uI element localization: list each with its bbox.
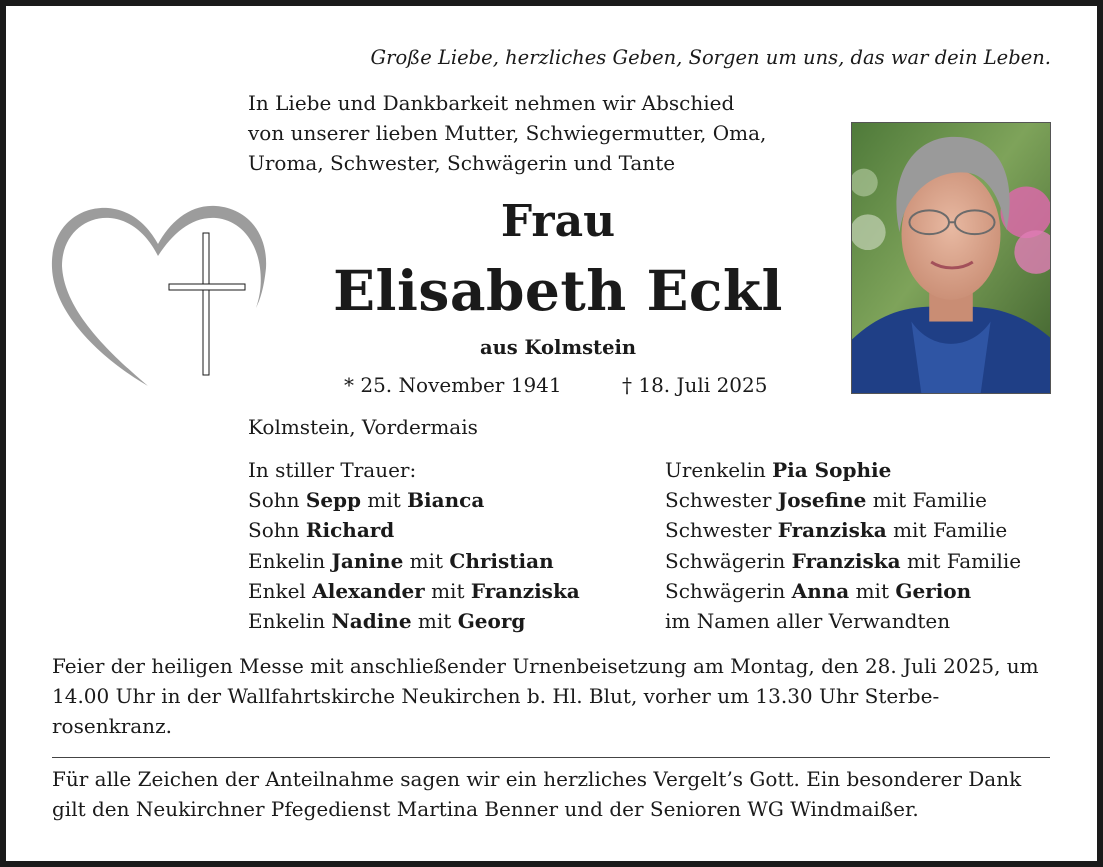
mourner-relation: im Namen aller Verwandten xyxy=(665,609,951,634)
mourner-relation: In stiller Trauer: xyxy=(248,458,417,482)
mourner-relation: mit xyxy=(424,578,471,603)
mourner-line xyxy=(248,515,580,545)
motto: Große Liebe, herzliches Geben, Sorgen um uns, das war dein Leben. xyxy=(370,46,1051,69)
deceased-name: Elisabeth Eckl xyxy=(333,258,783,323)
mourner-line xyxy=(665,455,1021,485)
mourner-relation: mit xyxy=(403,548,450,573)
mourner-relation: mit xyxy=(411,609,458,634)
mourner-name: Gerion xyxy=(895,578,972,603)
mourner-name: Anna xyxy=(791,578,850,603)
mourner-line xyxy=(665,576,1021,606)
mourner-relation: mit Familie xyxy=(900,548,1022,573)
divider xyxy=(52,757,1050,758)
mourner-relation: Sohn xyxy=(248,488,306,513)
mourner-line xyxy=(665,606,1021,636)
mourner-line xyxy=(248,576,580,606)
mourner-line xyxy=(665,546,1021,576)
mourner-relation: Enkel xyxy=(248,578,313,603)
residence: Kolmstein, Vordermais xyxy=(248,415,478,439)
mourner-relation: Urenkelin xyxy=(665,458,773,482)
intro-text xyxy=(248,88,766,178)
mourner-relation: mit xyxy=(361,488,408,513)
mourner-relation: mit Familie xyxy=(866,488,987,513)
mourner-line xyxy=(248,546,580,576)
thanks-text: Für alle Zeichen der Anteilnahme sagen wir ein herzliches Vergelt’s Gott. Ein besonderer Dank gilt den Neukirchner Pfegedienst Martina Benner und der Senioren WG Windmaißer. xyxy=(52,767,1022,821)
mourner-relation: Schwester xyxy=(665,488,778,513)
heart-with-cross-icon xyxy=(48,200,272,390)
mourner-name: Janine xyxy=(331,548,404,573)
mourner-name: Georg xyxy=(457,609,526,634)
mourner-name: Franziska xyxy=(791,548,901,573)
mourner-relation: Sohn xyxy=(248,518,306,543)
mourner-relation: Schwägerin xyxy=(665,548,792,573)
mourner-name: Nadine xyxy=(331,609,412,634)
intro-line: Uroma, Schwester, Schwägerin und Tante xyxy=(248,151,676,175)
mourner-name: Christian xyxy=(449,548,554,573)
mourner-name: Pia Sophie xyxy=(772,458,892,482)
mourner-name: Alexander xyxy=(312,578,425,603)
birth-date: * 25. November 1941 xyxy=(344,373,562,397)
mourner-name: Josefine xyxy=(777,488,867,513)
mourner-relation: Schwägerin xyxy=(665,578,792,603)
mourner-name: Franziska xyxy=(777,518,887,543)
mourner-line xyxy=(248,455,580,485)
mourner-line xyxy=(248,485,580,515)
intro-line: von unserer lieben Mutter, Schwiegermutter, Oma, xyxy=(248,121,767,145)
death-date: † 18. Juli 2025 xyxy=(622,373,768,397)
mourner-name: Franziska xyxy=(470,578,580,603)
mourner-name: Sepp xyxy=(305,488,362,513)
mourners-left xyxy=(248,455,580,636)
mourners-right xyxy=(665,455,1021,636)
mourner-line xyxy=(665,485,1021,515)
mourner-name: Bianca xyxy=(407,488,485,513)
mourner-relation: Schwester xyxy=(665,518,778,543)
mourner-line xyxy=(665,515,1021,545)
service-info: Feier der heiligen Messe mit anschließender Urnenbeisetzung am Montag, den 28. Juli 2025, um 14.00 Uhr in der Wallfahrtskirche Neukirchen b. Hl. Blut, vorher um 13.30 Uhr Sterbe-rosenkranz. xyxy=(52,654,1039,738)
mourner-relation: mit xyxy=(849,578,896,603)
mourner-relation: Enkelin xyxy=(248,548,332,573)
heart-outline xyxy=(52,206,266,386)
intro-line: In Liebe und Dankbarkeit nehmen wir Abschied xyxy=(248,91,735,115)
mourner-line xyxy=(248,606,580,636)
portrait-photo xyxy=(851,122,1051,394)
origin: aus Kolmstein xyxy=(479,336,637,359)
mourner-relation: Enkelin xyxy=(248,609,332,634)
cross xyxy=(169,233,245,375)
title-frau: Frau xyxy=(500,196,616,247)
mourner-name: Richard xyxy=(305,518,395,543)
mourner-relation: mit Familie xyxy=(886,518,1008,543)
